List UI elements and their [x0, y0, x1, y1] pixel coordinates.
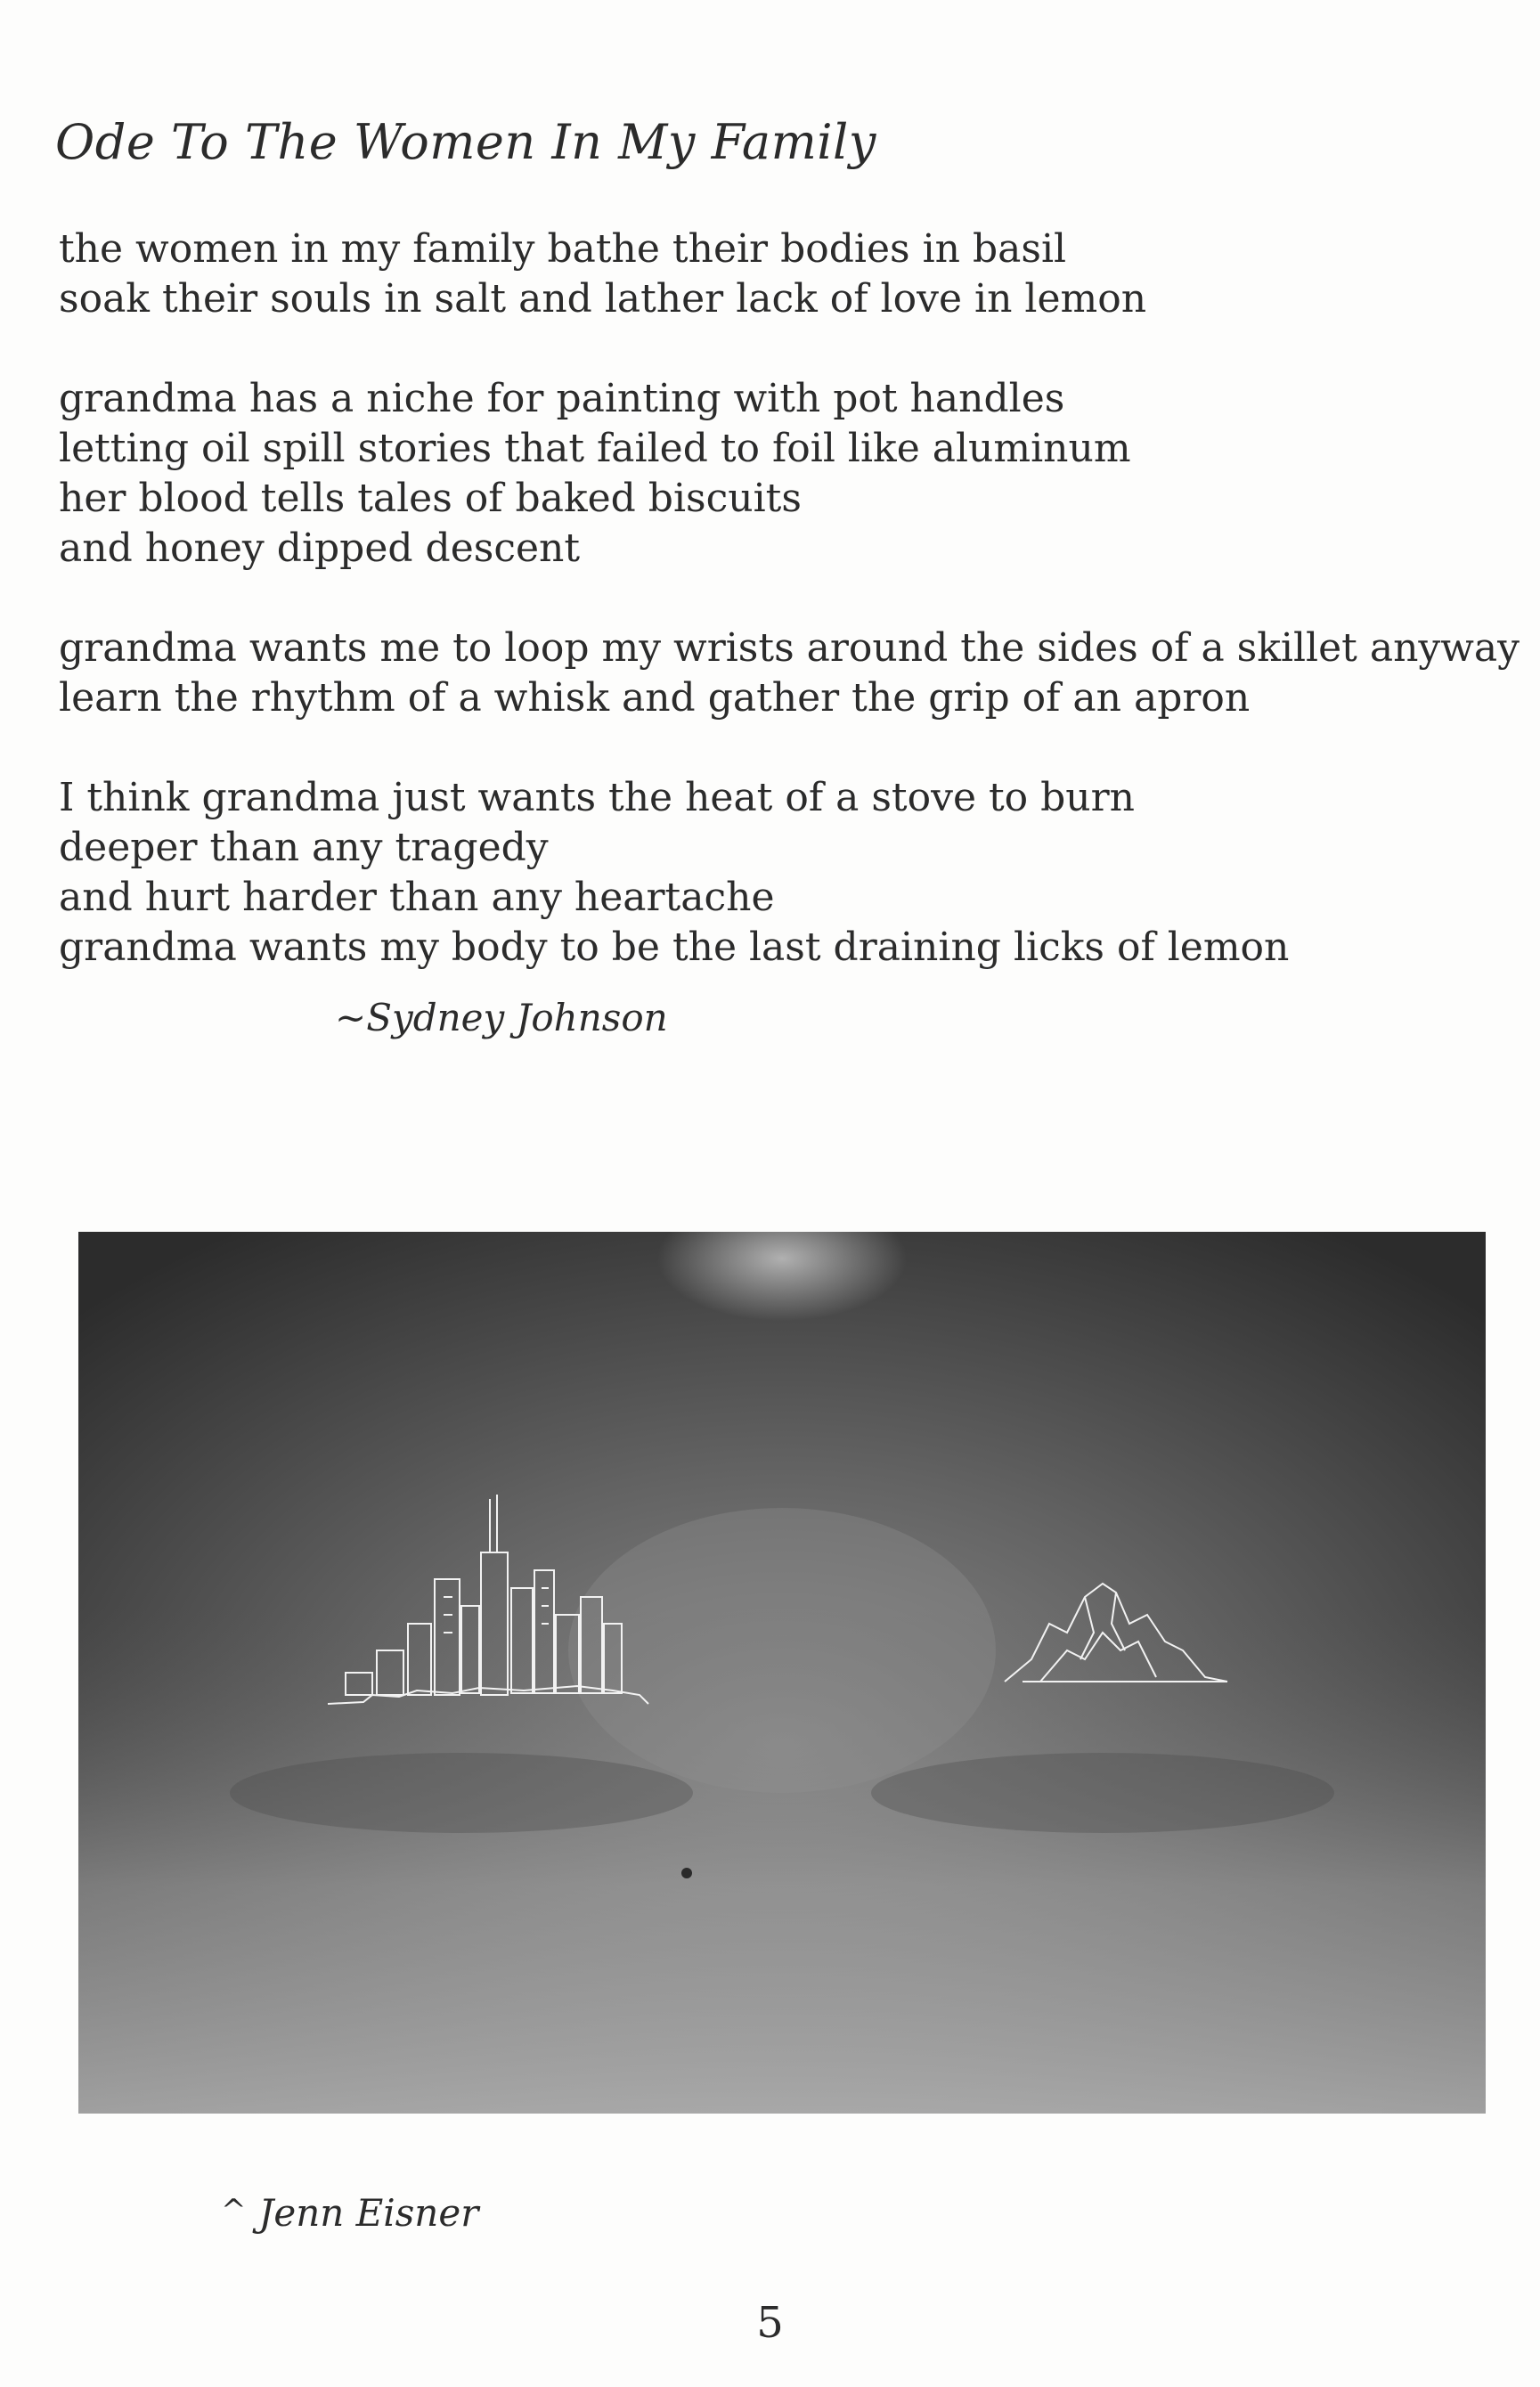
- stanza-2: [59, 374, 1484, 574]
- poem-line: soak their souls in salt and lather lack of love in lemon: [59, 276, 1147, 322]
- artwork-caption: [221, 2191, 478, 2235]
- poem-line: I think grandma just wants the heat of a stove to burn: [59, 775, 1136, 820]
- artist-name: Jenn Eisner: [258, 2191, 479, 2235]
- stanza-3: [59, 623, 1520, 723]
- poem-line: and hurt harder than any heartache: [59, 875, 775, 920]
- poem-line: learn the rhythm of a whisk and gather the grip of an apron: [59, 675, 1251, 721]
- poem-line: grandma wants me to loop my wrists around the sides of a skillet anyway: [59, 625, 1520, 671]
- caret-up-icon: ^: [221, 2193, 247, 2228]
- poem-line: letting oil spill stories that failed to foil like aluminum: [59, 426, 1131, 471]
- poem-line: grandma has a niche for painting with pot handles: [59, 376, 1065, 421]
- poem-line: the women in my family bathe their bodies in basil: [59, 226, 1067, 272]
- poem-author: ~Sydney Johnson: [335, 996, 668, 1039]
- poem-line: deeper than any tragedy: [59, 825, 549, 870]
- poem-title: Ode To The Women In My Family: [55, 114, 876, 170]
- artwork-svg: [78, 1232, 1486, 2114]
- page-number: 5: [756, 2298, 784, 2348]
- poem-line: her blood tells tales of baked biscuits: [59, 476, 802, 521]
- poem-line: grandma wants my body to be the last draining licks of lemon: [59, 925, 1290, 970]
- poem-body: [59, 224, 1520, 1022]
- stanza-4: [59, 773, 1484, 973]
- artwork-image: [78, 1232, 1486, 2114]
- poem-line: and honey dipped descent: [59, 525, 581, 571]
- stanza-1: [59, 224, 1484, 324]
